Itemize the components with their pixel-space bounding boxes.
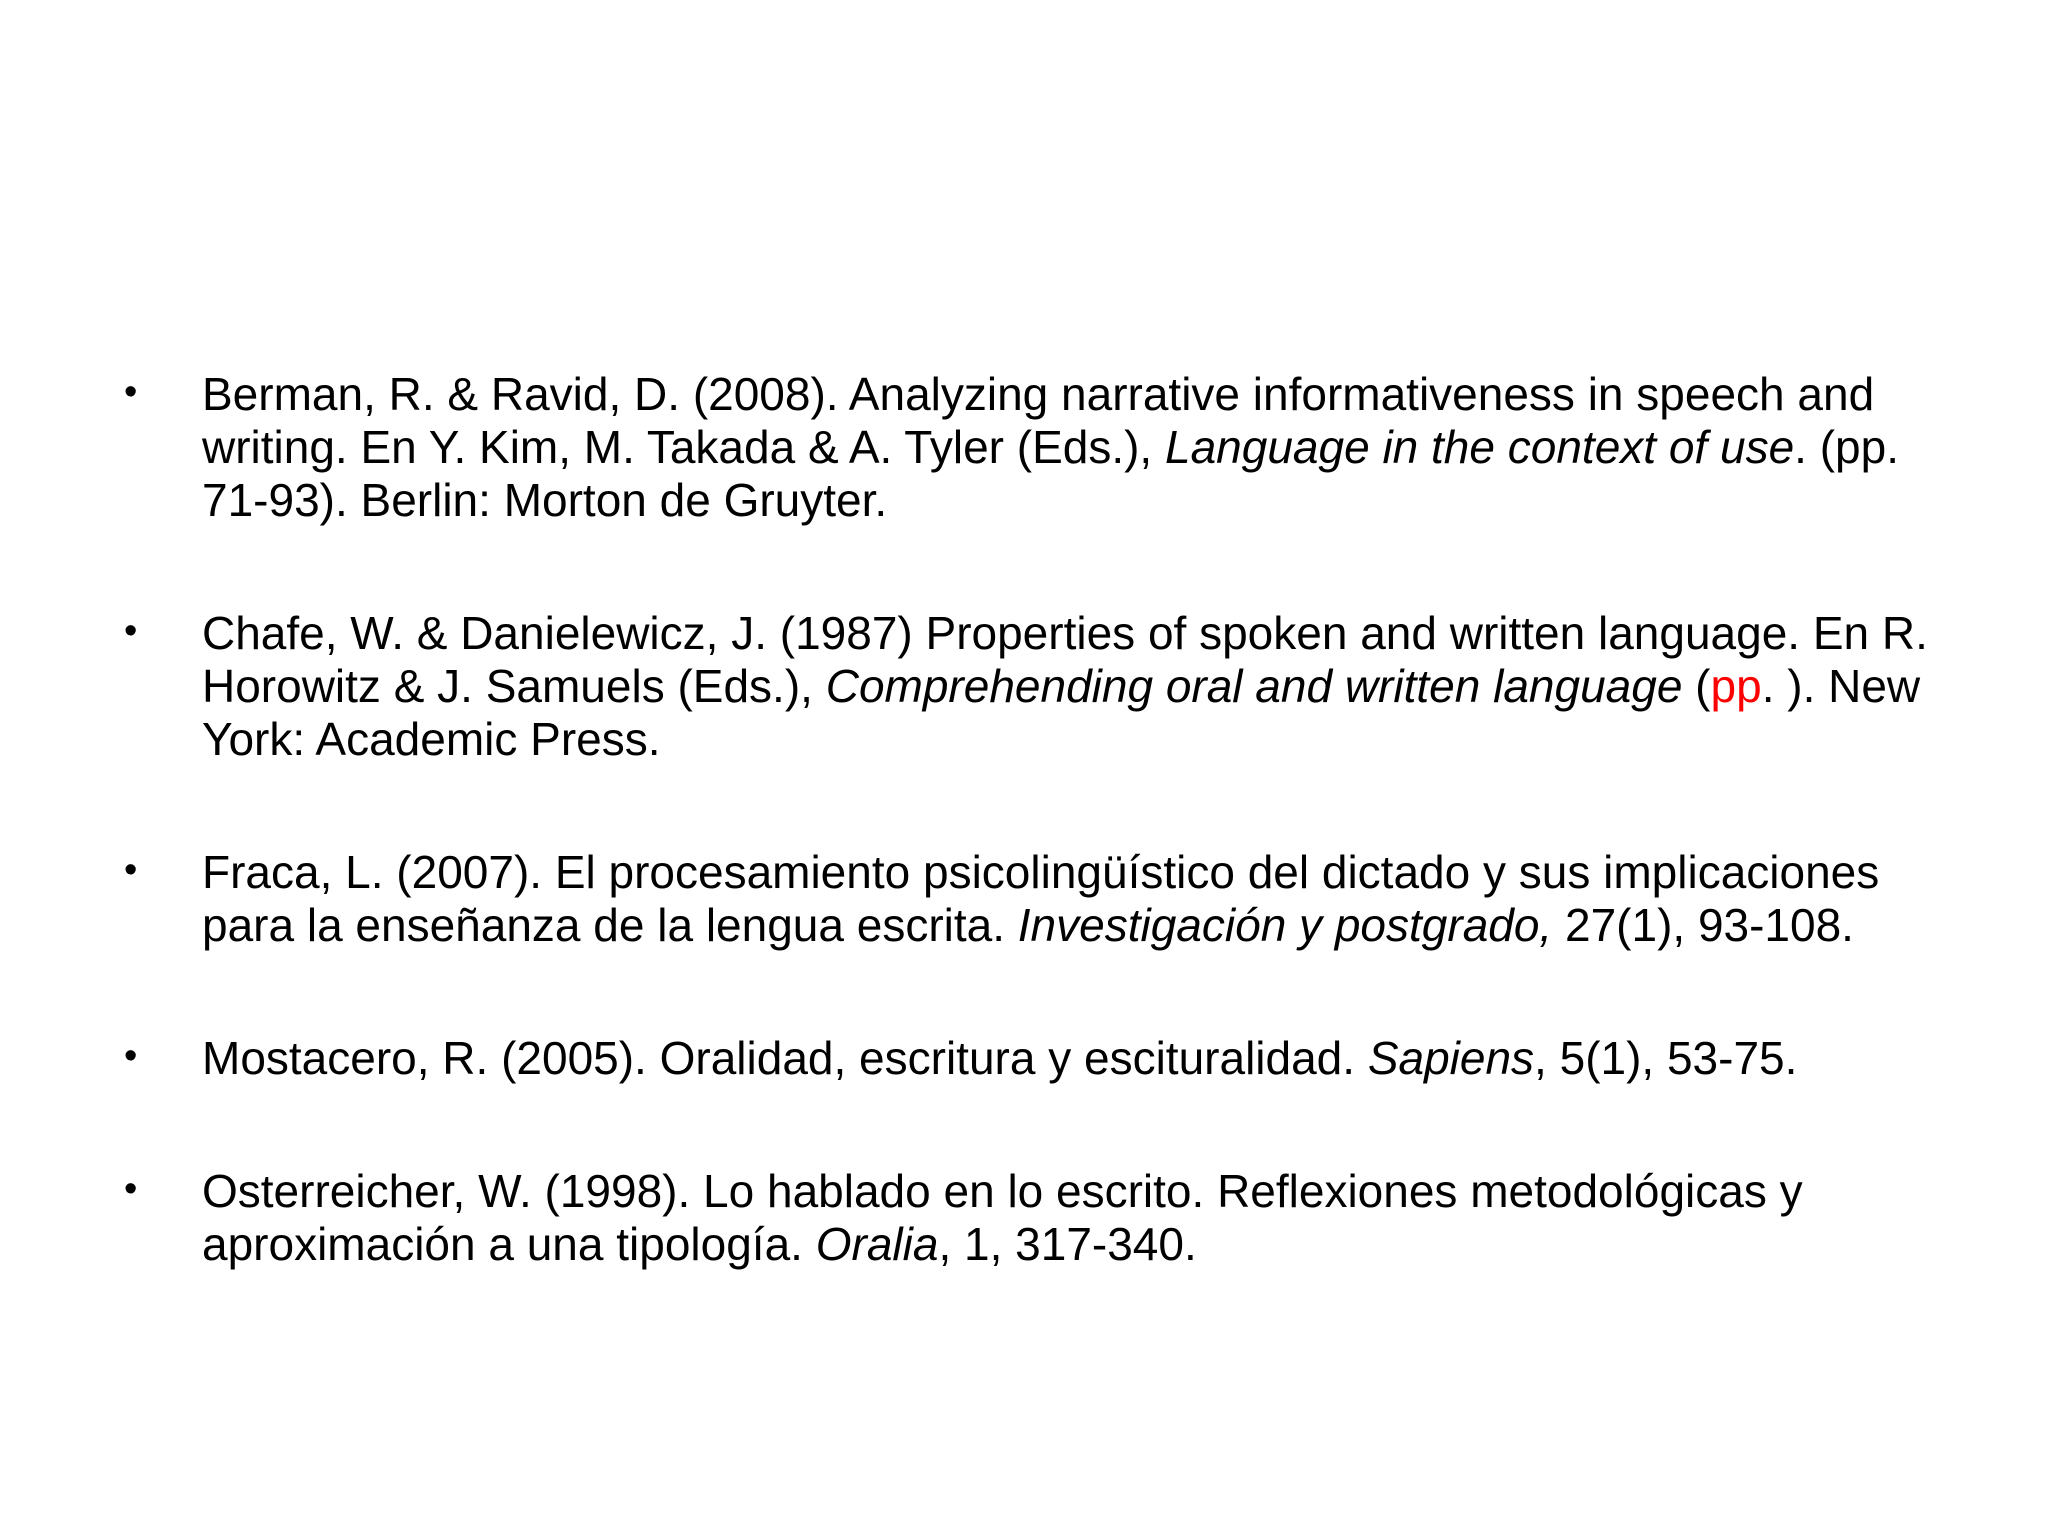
reference-text: Berman, R. & Ravid, D. (2008). Analyzing narrative informativeness in speech and writing. En Y. Kim, M. Takada & A. Tyler (Eds.), [202,368,1875,473]
reference-text: Mostacero, R. (2005). Oralidad, escritura y escituralidad. [202,1032,1368,1084]
reference-text: Osterreicher, W. (1998). Lo hablado en lo escrito. Reflexiones metodológicas y aproximación a una tipología. [202,1165,1803,1270]
reference-text: . ). New York: Academic Press. [202,660,1921,765]
bullet-icon: • [124,849,138,891]
reference-book-title: Comprehending oral and written language [825,660,1683,712]
reference-item-mostacero [118,1032,1948,1085]
reference-item-fraca [118,846,1948,952]
bullet-icon: • [124,1035,138,1077]
reference-text: Chafe, W. & Danielewicz, J. (1987) Properties of spoken and written language. En R. Horowitz & J. Samuels (Eds.), [202,607,1928,712]
reference-item-chafe [118,607,1948,766]
reference-item-osterreicher [118,1165,1948,1271]
reference-list [118,368,1948,1271]
bullet-icon: • [124,1168,138,1210]
reference-pages-placeholder: pp [1710,660,1762,712]
reference-journal-title: Sapiens [1367,1032,1535,1084]
reference-text: , 1, 317-340. [938,1218,1197,1270]
bullet-icon: • [124,371,138,413]
bullet-icon: • [124,610,138,652]
reference-text: Fraca, L. (2007). El procesamiento psicolingüístico del dictado y sus implicaciones para la enseñanza de la lengua escrita. [202,846,1880,951]
reference-text: 27(1), 93-108. [1552,899,1854,951]
reference-text: . (pp. 71-93). Berlin: Morton de Gruyter. [202,421,1899,526]
reference-text: , 5(1), 53-75. [1534,1032,1798,1084]
reference-journal-title: Investigación y postgrado, [1017,899,1553,951]
reference-item-berman [118,368,1948,527]
reference-journal-title: Oralia [815,1218,939,1270]
reference-text: ( [1682,660,1711,712]
reference-book-title: Language in the context of use [1165,421,1795,473]
